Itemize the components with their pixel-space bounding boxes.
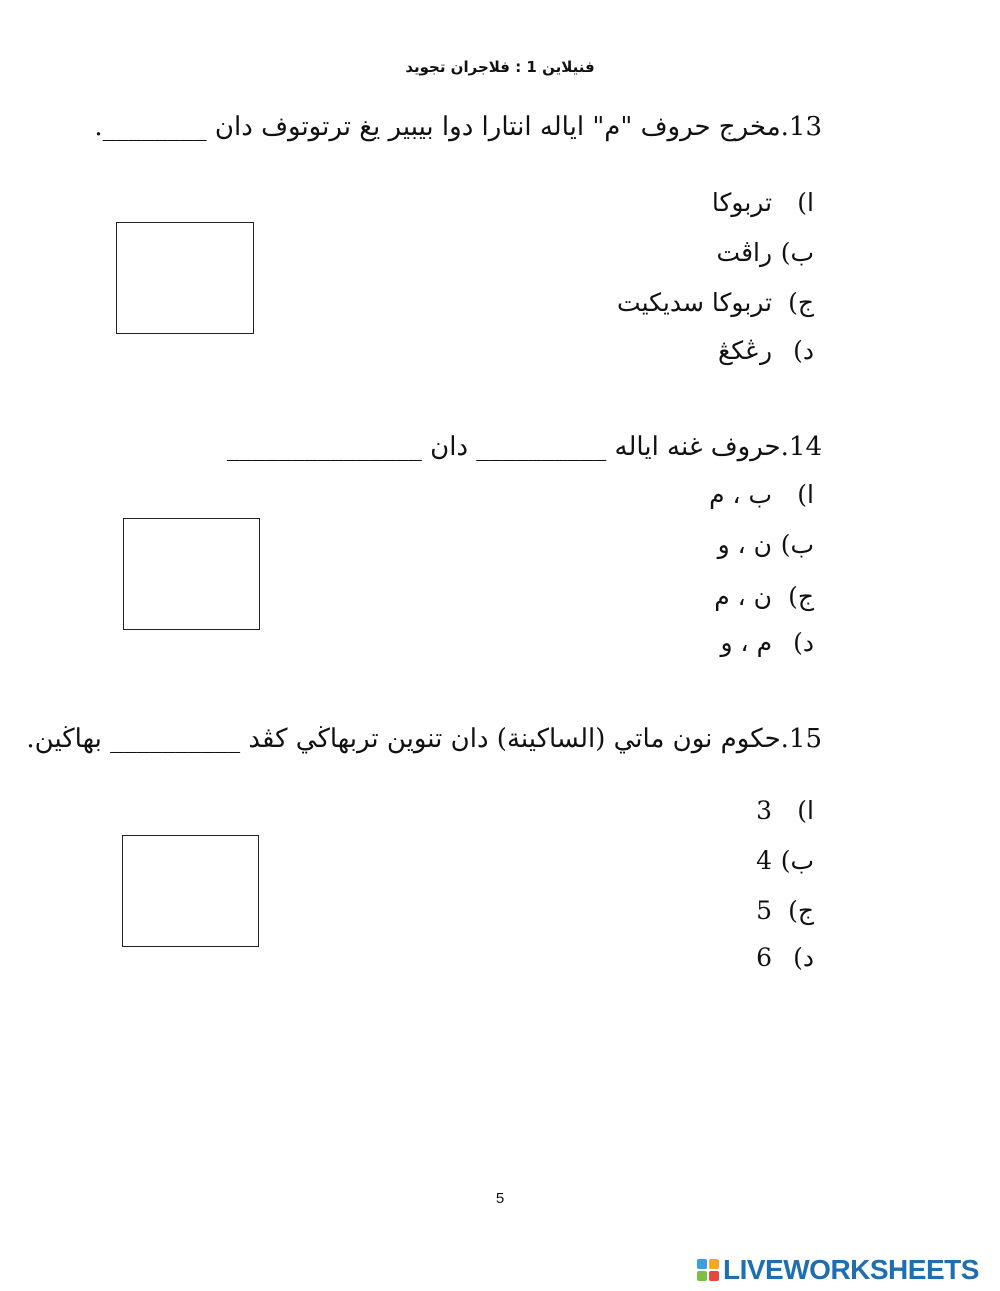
option-text: 3 [756,796,773,825]
cube-4 [709,1271,719,1281]
option-letter: د) [793,628,814,657]
option-letter: ج) [788,288,814,317]
option-a [712,188,814,217]
question-14 [227,432,822,462]
option-c [756,896,814,925]
option-d [756,943,814,972]
question-13 [94,112,822,142]
option-text: ن ، م [714,582,773,611]
option-text: رڠكڠ [717,336,773,365]
logo-cubes-icon [697,1259,719,1281]
option-text: ن ، و [717,530,773,559]
option-text: 4 [756,846,773,875]
option-text: ب ، م [709,480,773,509]
option-d [718,336,814,365]
option-b [756,846,814,875]
question-number: 14. [780,432,822,462]
option-letter: د) [793,336,814,365]
question-text: حكوم نون ماتي (الساكينة) دان تنوين تربهاڬي كڤد __________ بهاڬين. [26,724,781,754]
option-d [721,628,814,657]
logo-text: LIVEWORKSHEETS [723,1254,979,1285]
liveworksheets-logo[interactable] [697,1253,997,1287]
page-number: 5 [495,1190,505,1207]
worksheet-title: فنيلاين 1 : فلاجران تجويد [405,58,595,76]
question-text: مخرج حروف "م" اياله انتارا دوا بيبير يغ ترتوتوف دان ________. [94,112,781,142]
option-c [714,582,814,611]
option-letter: د) [793,943,814,972]
option-b [718,530,814,559]
answer-box-15[interactable] [122,835,259,947]
question-text: حروف غنه اياله __________ دان _______________ [226,432,781,462]
option-a [709,480,814,509]
question-number: 15. [780,724,822,754]
option-text: راڤت [716,238,773,267]
option-text: م ، و [720,628,773,657]
cube-3 [697,1271,707,1281]
option-letter: ب) [780,530,814,559]
option-text: 5 [756,896,773,925]
question-number: 13. [780,112,822,142]
option-c [617,288,814,317]
cube-1 [697,1259,707,1269]
answer-box-13[interactable] [116,222,254,334]
option-letter: ا) [797,480,814,509]
option-letter: ب) [780,238,814,267]
option-text: 6 [756,943,773,972]
option-letter: ج) [788,896,814,925]
option-text: تربوكا سديكيت [617,288,773,317]
option-letter: ا) [797,796,814,825]
option-text: تربوكا [711,188,773,217]
option-letter: ا) [797,188,814,217]
answer-box-14[interactable] [123,518,260,630]
option-b [717,238,814,267]
cube-2 [709,1259,719,1269]
question-15 [26,724,822,754]
option-a [756,796,814,825]
option-letter: ب) [780,846,814,875]
option-letter: ج) [788,582,814,611]
